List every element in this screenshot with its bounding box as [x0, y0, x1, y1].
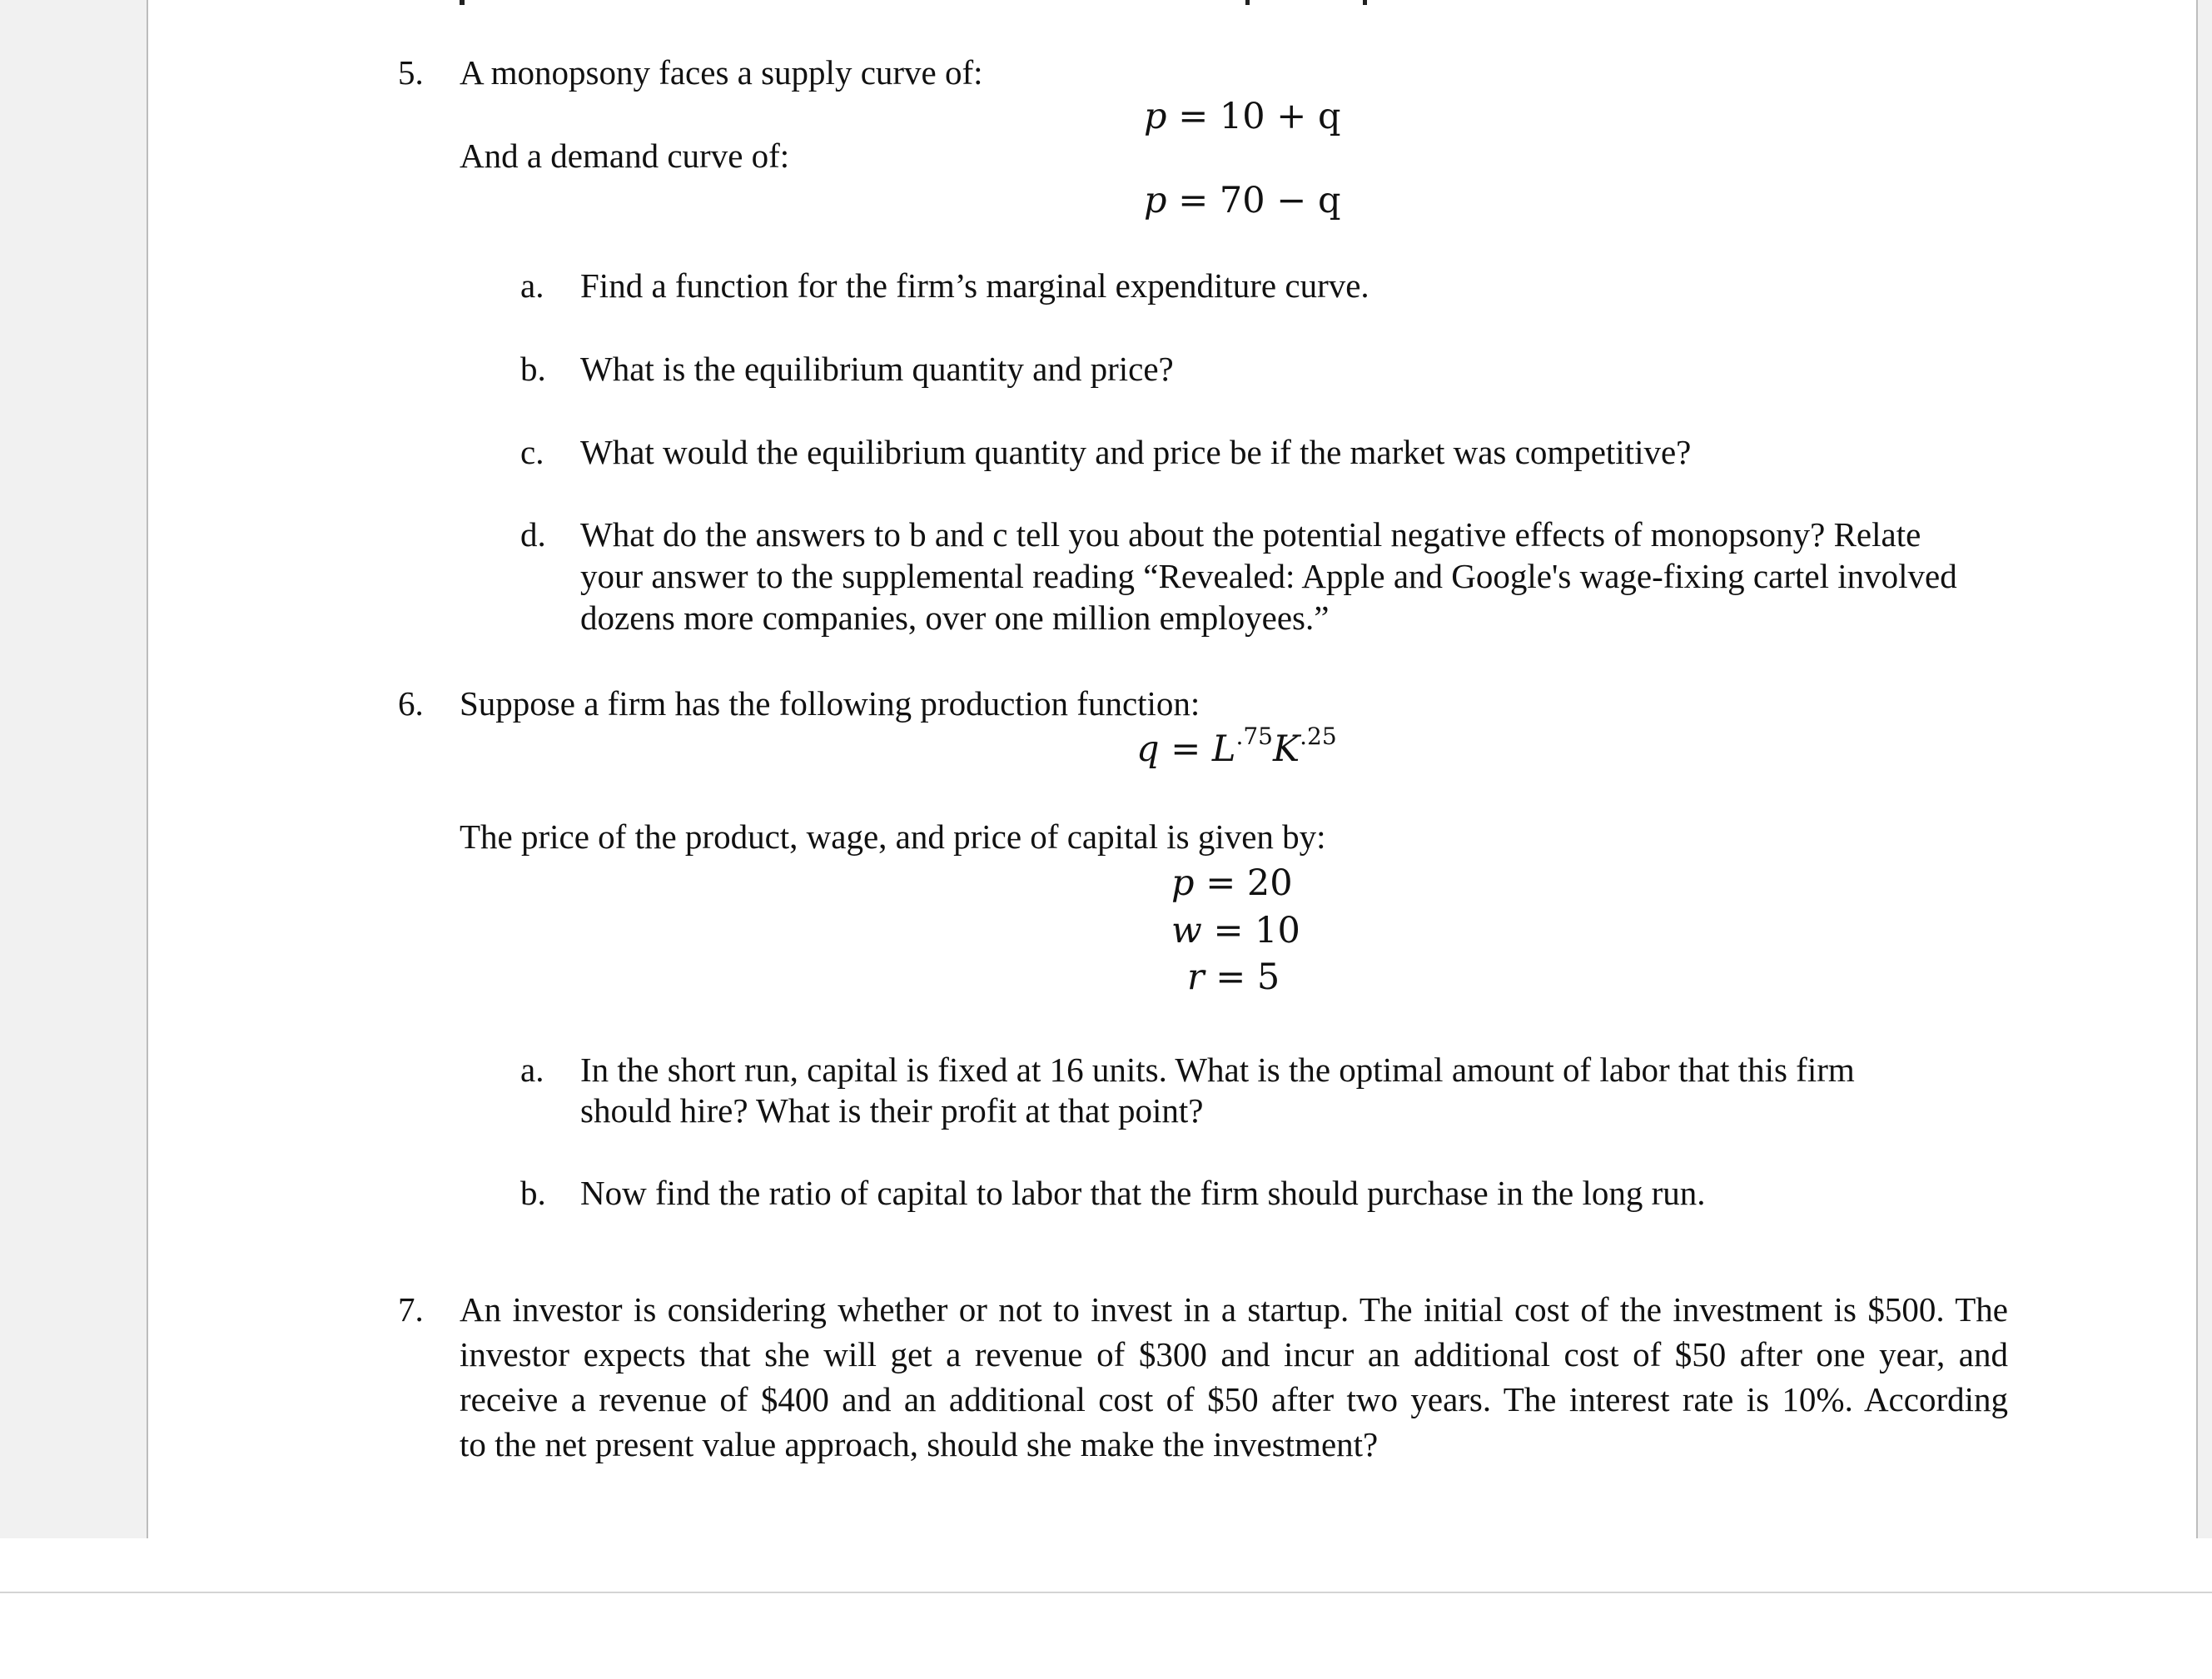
question-number: 6.: [398, 684, 424, 723]
question-number: 7.: [398, 1290, 424, 1329]
part-text-line: dozens more companies, over one million employees.”: [580, 599, 1330, 637]
capital-price-equation: r = 5: [1187, 956, 1280, 998]
part-text-line: your answer to the supplemental reading “Revealed: Apple and Google's wage-fixing cartel involved: [580, 557, 1957, 595]
question-number: 5.: [398, 53, 424, 92]
part-text-line: What do the answers to b and c tell you about the potential negative effects of monopsony? Relate: [580, 515, 1921, 554]
viewer-divider: [0, 1592, 2212, 1593]
document-page: [147, 0, 2198, 1538]
viewer-footer-area: [0, 1538, 2212, 1679]
question-text: [460, 1288, 2008, 1468]
supply-equation: p = 10 + q: [1144, 96, 1341, 137]
part-label: d.: [520, 515, 546, 554]
clipped-previous-line: [1363, 0, 1367, 5]
part-text: Now find the ratio of capital to labor that the firm should purchase in the long run.: [580, 1174, 1706, 1212]
part-text-line: In the short run, capital is fixed at 16 units. What is the optimal amount of labor that this firm: [580, 1051, 1855, 1089]
part-label: b.: [520, 1174, 546, 1212]
part-label: a.: [520, 266, 544, 305]
clipped-previous-line: [1245, 0, 1250, 5]
part-label: a.: [520, 1051, 544, 1089]
price-intro: The price of the product, wage, and price of capital is given by:: [460, 817, 1326, 856]
question-text-line: investor expects that she will get a revenue of $300 and incur an additional cost of $50 after one year, and: [460, 1335, 2008, 1374]
question-intro: Suppose a firm has the following production function:: [460, 684, 1200, 723]
demand-intro: And a demand curve of:: [460, 137, 790, 175]
part-label: b.: [520, 350, 546, 388]
wage-equation: w = 10: [1171, 910, 1300, 951]
part-text: Find a function for the firm’s marginal expenditure curve.: [580, 266, 1369, 305]
part-label: c.: [520, 433, 544, 471]
price-equation: p = 20: [1171, 862, 1293, 904]
question-text-line: to the net present value approach, should she make the investment?: [460, 1425, 1379, 1463]
question-text-line: An investor is considering whether or not to invest in a startup. The initial cost of the investment is $500. The: [460, 1290, 2008, 1329]
part-text-line: should hire? What is their profit at that point?: [580, 1091, 1204, 1130]
question-text-line: receive a revenue of $400 and an additional cost of $50 after two years. The interest rate is 10%. According: [460, 1380, 2008, 1418]
part-text: What is the equilibrium quantity and price?: [580, 350, 1174, 388]
question-intro: A monopsony faces a supply curve of:: [460, 53, 983, 92]
demand-equation: p = 70 − q: [1144, 180, 1341, 221]
production-function: $q = L^{.75}K^{.25}$: [1136, 723, 1337, 770]
clipped-previous-line: [460, 0, 465, 5]
part-text: What would the equilibrium quantity and price be if the market was competitive?: [580, 433, 1692, 471]
